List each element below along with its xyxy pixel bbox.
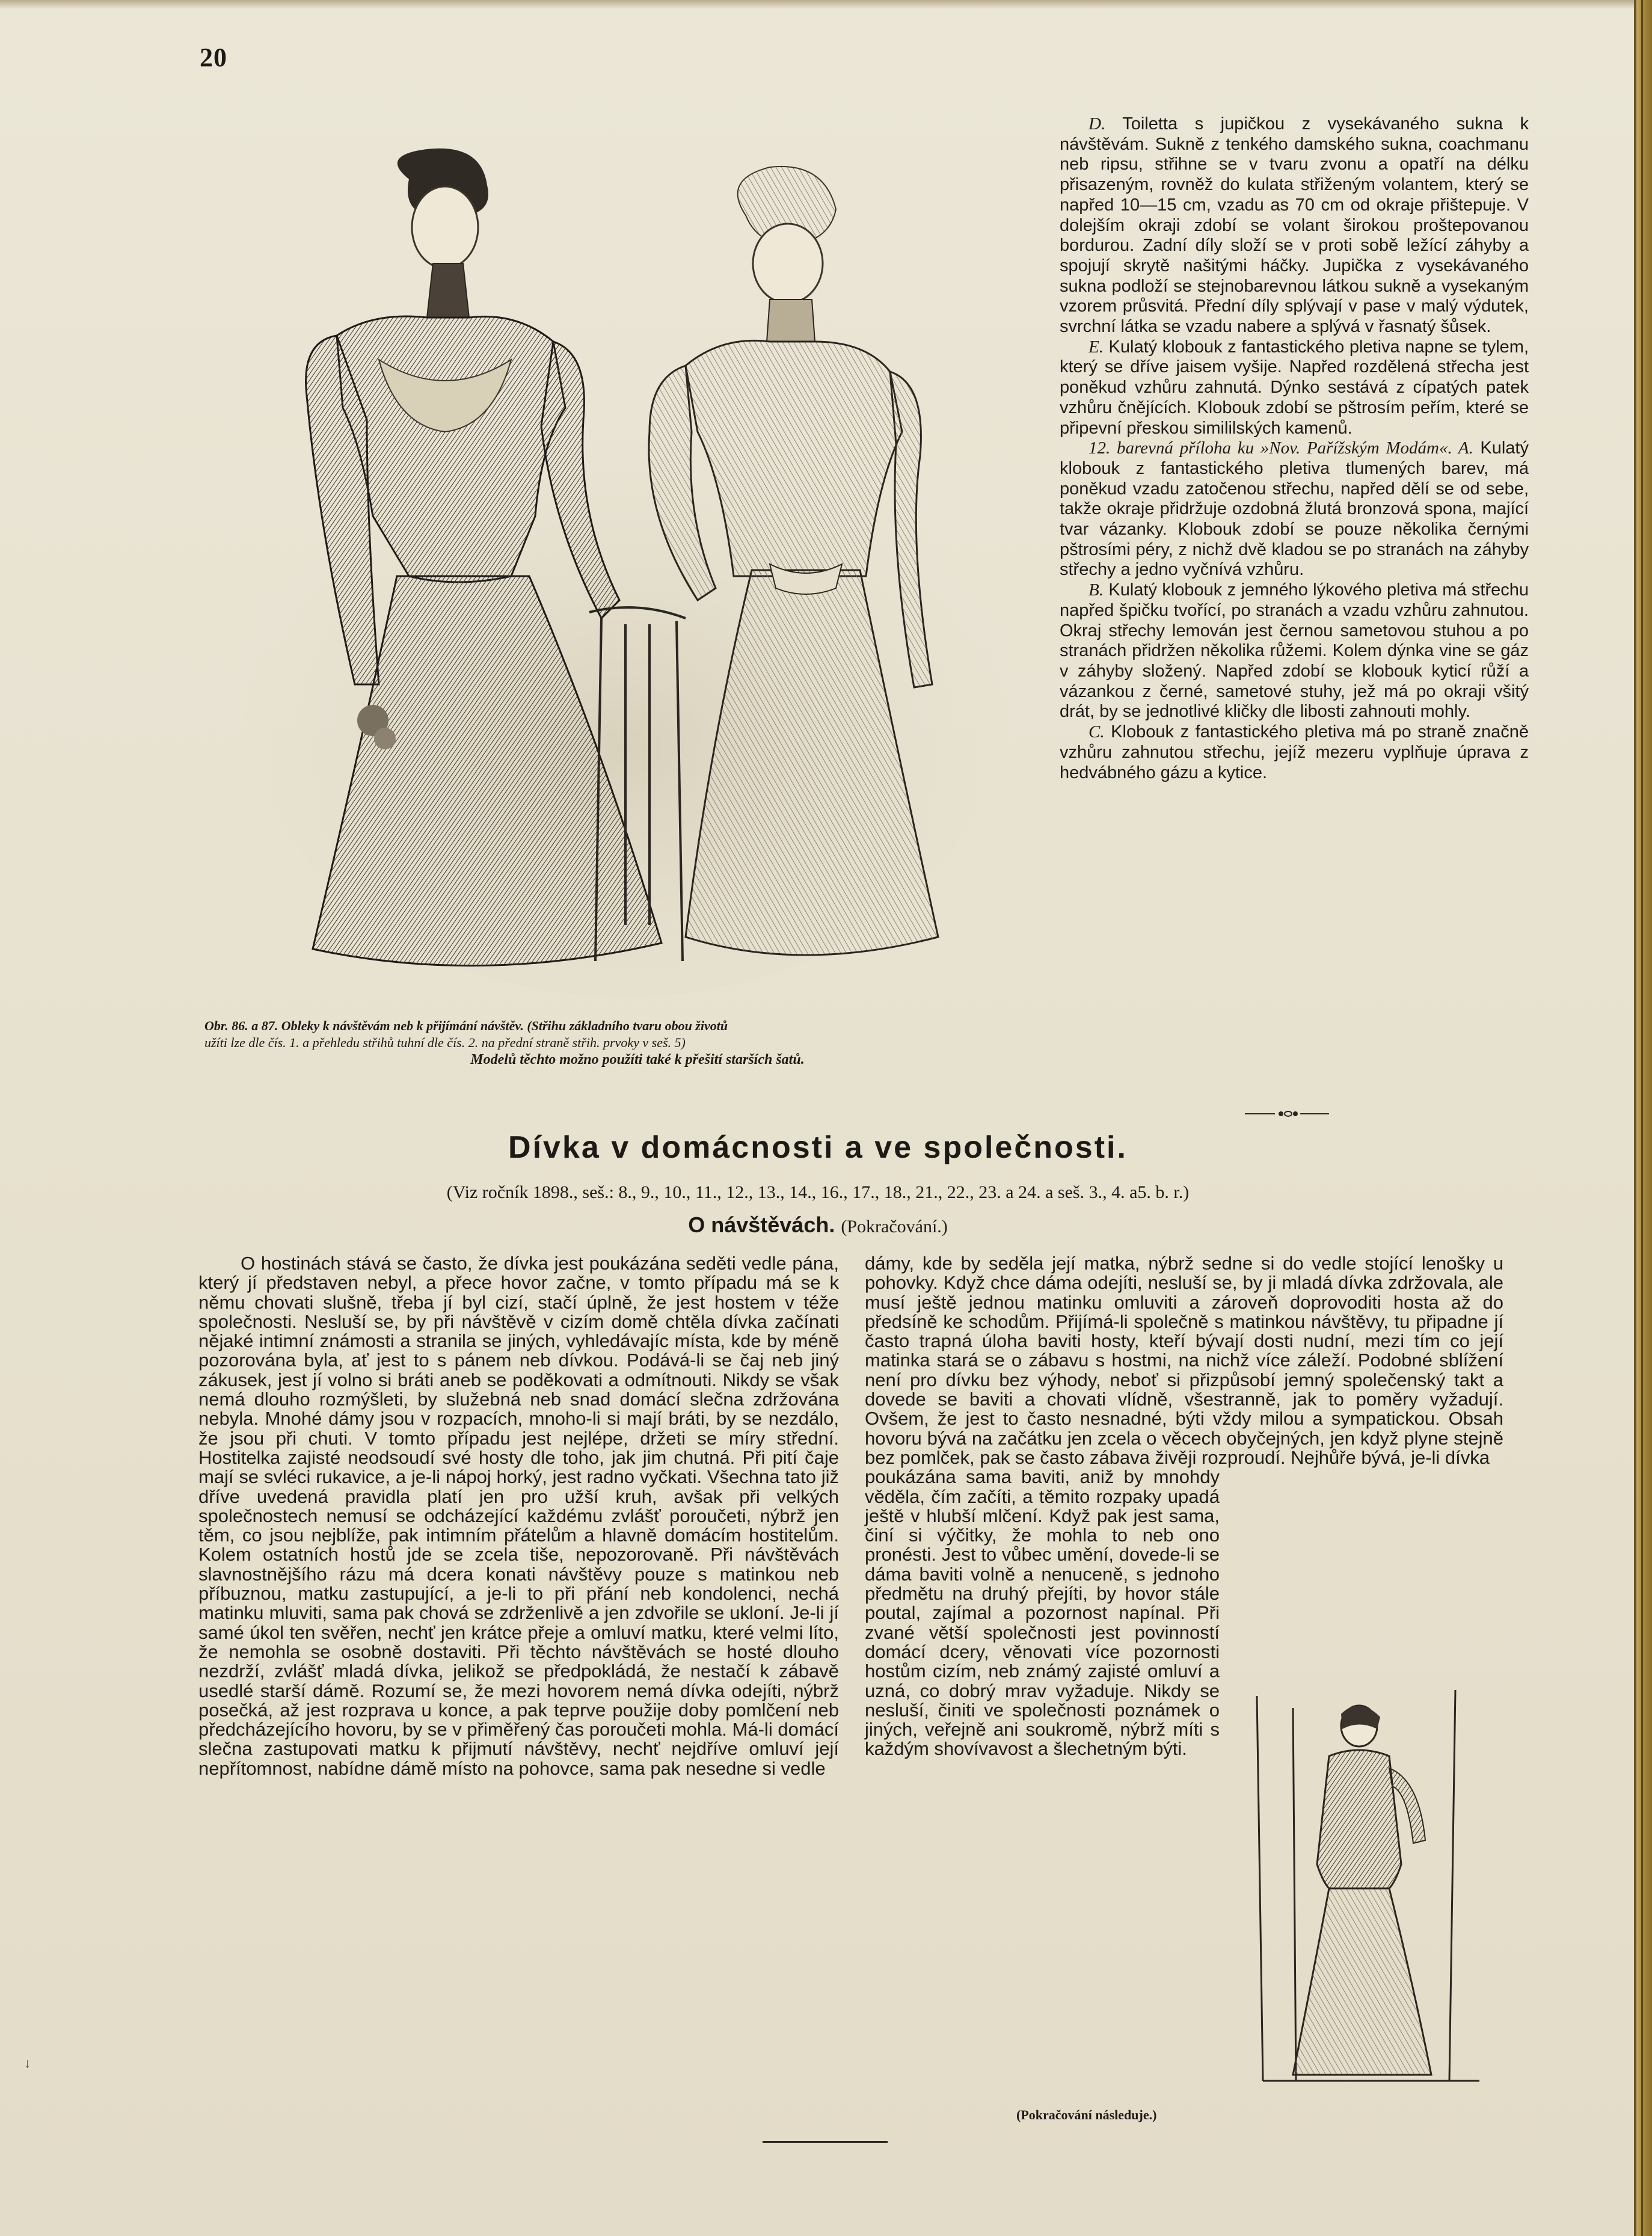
desc-label: E.	[1089, 337, 1104, 357]
article-column-right	[865, 1254, 1503, 1759]
desc-label: 12. barevná příloha ku »Nov. Pařížským Modám«. A.	[1089, 438, 1473, 458]
article-paragraph-narrow: poukázána sama baviti, aniž by mnohdy věděla, čím začíti, a těmito rozpaky upadá ještě v hlubší mlčení. Když pak jest sama, činí si výčitky, že mohla to neb ono pronésti. Jest to vůbec umění, dovede-li se dáma baviti volně a nenuceně, s jednoho předmětu na druhý přejíti, by hovor stále poutal, zajímal a pozornost napínal. Při zvané větší společnosti jest povinností domácí dcery, věnovati více pozornosti hostům cizím, neb známý zajisté omluví a uzná, co dobrý mrav vyžaduje. Nikdy se nesluší, činiti ve společnosti poznámek o jiných, veřejně ani soukromě, nýbrž míti s každým shovívavost a šlechetným býti.	[865, 1466, 1220, 1760]
woman-at-door-illustration	[1239, 1684, 1497, 2099]
desc-paragraph	[1060, 114, 1529, 337]
illustration-caption	[204, 1018, 1070, 1068]
caption-line-2: užíti lze dle čís. 1. a přehledu střihů tuhní dle čís. 2. na přední straně střih. prvoky v seš. 5)	[204, 1035, 686, 1050]
desc-paragraph	[1060, 337, 1529, 439]
caption-line-1: Obr. 86. a 87. Obleky k návštěvám neb k přijímání návštěv. (Střihu základního tvaru obou životů	[204, 1018, 728, 1033]
desc-text: Kulatý klobouk z fantastického pletiva tlumených barev, má poněkud vzadu zatočenou střechu, napřed dělí se od sebe, takže okraje přidržuje ozdobná žlutá bronzová spona, mající tvar vázanky. Klobouk zdobí se pouze několika černými pštrosími péry, z nichž dvě kladou se po stranách na záhyby střechy a jedno vyčnívá vzhůru.	[1060, 438, 1529, 580]
desc-paragraph	[1060, 722, 1529, 783]
desc-text: Klobouk z fantastického pletiva má po straně značně vzhůru zahnutou střechu, jejíž mezeru vyplňuje úprava z hedvábného gázu a kytice.	[1060, 722, 1529, 782]
desc-text: Kulatý klobouk z jemného lýkového pletiva má střechu napřed špičku tvořící, po stranách a vzadu vzhůru zahnutou. Okraj střechy lemován jest černou sametovou stuhou a po stranách přidržen několika růžemi. Kolem dýnka vine se gáz v záhyby složený. Napřed zdobí se klobouk kyticí růží a vázankou z černé, sametové stuhy, jež má po okraji všitý drát, by se jednotlivé kličky dle libosti zahnouti mohly.	[1060, 580, 1529, 722]
article-column-left	[198, 1254, 839, 1778]
fashion-descriptions	[1060, 114, 1529, 783]
bottom-rule	[763, 2141, 888, 2143]
article-paragraph: O hostinách stává se často, že dívka jest poukázána seděti vedle pána, který jí představen nebyl, a přece hovor začne, v tomto případu má se k němu chovati slušně, třeba jí byl cizí, stačí úplně, že jest hostem v téže společnosti. Nesluší se, by při návštěvě v cizím domě chtěla dívka začínati nějaké intimní známosti a stranila se jiných, vyhledávajíc místa, kde by méně pozorována byla, ať jest to s pánem neb dívkou. Podává-li se čaj neb jiný zákusek, jest jí volno si bráti aneb se poděkovati a odmítnouti. Nikdy se však nemá dlouho rozmýšleti, by služebná neb snad domácí slečna zdržována nebyla. Mnohé dámy jsou v rozpacích, mnoho-li si mají bráti, by se nezdálo, že jsou při chuti. V tomto případu jest nejlépe, držeti se míry střední. Hostitelka zajisté neodsoudí své hosty dle toho, jak jim chutná. Při pití čaje mají se svléci rukavice, a je-li nápoj horký, jest radno vyčkati. Všechna tato již dříve uvedená pravidla platí jen pro užší kruh, avšak při velkých společnostech nemusí se odcházející každému zvlášť poroučeti, nýbrž jen těm, co jsou nejblíže, pak intimním přátelům a hlavně domácím hostitelům. Kolem ostatních hostů jde se zcela tiše, nepozorovaně. Při návštěvách slavnostnějšího rázu má dcera konati návštěvy pouze s matinkou neb příbuznou, matku zastupující, a je-li to při přání neb kondolenci, nechá matinku mluviti, sama pak chová se zdrženlivě a jen zdvořile se ukloní. Je-li jí samé úkol ten svěřen, nechť jen krátce přeje a omluví matku, které velmi líto, že nemohla se osobně dostaviti. Při těchto návštěvách se hosté dlouho nezdrží, zvlášť mladá dívka, jelikož se předpokládá, že nestačí k zábavě usedlé starší dámě. Rozumí se, že mezi hovorem nemá dívka odejíti, nýbrž posečká, až jest rozprava u konce, a pak teprve použije doby pomlčení neb předcházejícího hovoru, by se v přiměřený čas poroučeti mohla. Má-li domácí slečna zastupovati matku k přijmutí návštěvy, nechť nejdříve omluví její nepřítomnost, nabídne dámě místo na pohovce, sama pak nesedne si vedle	[198, 1253, 839, 1779]
scan-shadow	[0, 0, 1636, 8]
ornament-divider-icon	[1245, 1108, 1329, 1120]
spine-line	[1641, 0, 1643, 2236]
fashion-illustration	[229, 143, 1028, 1003]
caption-line-3: Modelů těchto možno použíti také k přešití starších šatů.	[470, 1052, 805, 1067]
page-edge-binding	[1634, 0, 1652, 2236]
desc-text: Toiletta s jupičkou z vysekávaného sukna k návštěvám. Sukně z tenkého damského sukna, coachmanu neb ripsu, střihne se v tvaru zvonu a opatří na délku přisazeným, rovněž do kulata střiženým volantem, který se napřed 10—15 cm, vzadu as 70 cm od okraje přištepuje. V dolejším okraji zdobí se volant širokou proštepovanou bordurou. Zadní díly složí se v proti sobě ležící záhyby a spojují skrytě našitými háčky. Jupička z vysekávaného sukna podloží se stejnobarevnou látkou sukně a vysekaným vzorem průsvitá. Přední díly splývají v pase v malý výdutek, svrchní látka se vzadu nabere a splývá v řasnatý šůsek.	[1060, 114, 1529, 337]
section-reference: (Viz ročník 1898., seš.: 8., 9., 10., 11., 12., 13., 14., 16., 17., 18., 21., 22., 23. a 24. a seš. 3., 4. a5. b. r.)	[446, 1182, 1190, 1202]
desc-paragraph	[1060, 580, 1529, 722]
article-paragraph: dámy, kde by seděla její matka, nýbrž sedne si do vedle stojící lenošky u pohovky. Když chce dáma odejíti, nesluší se, by ji mladá dívka zdržovala, ale musí ještě jednou matinku omluviti a zároveň doprovoditi hosta až do předsíně ke schodům. Přijímá-li společně s matinkou návštěvy, tu připadne jí často trapná úloha baviti hosty, kteří bývají dosti nudní, mezi tím co její matinka stará se o zábavu s hostmi, na nichž více záleží. Podobné sblížení není pro dívku bez výhody, neboť si přizpůsobí jemný společenský takt a dovede se baviti a chovati vlídně, všestranně, jak to poměry vyžadují. Ovšem, že jest to často nesnadné, býti vždy milou a sympatickou. Obsah hovoru bývá na začátku jen zcela o věcech obyčejných, jen když plyne stejně bez pomlček, pak se často zábava živěji rozproudí. Nejhůře bývá, je-li dívka	[865, 1253, 1503, 1468]
section-title: Dívka v domácnosti a ve společnosti.	[508, 1130, 1128, 1165]
section-subtitle	[0, 1212, 1636, 1238]
continued-note: (Pokračování následuje.)	[1016, 2107, 1157, 2122]
desc-label: C.	[1089, 722, 1105, 742]
desc-label: D.	[1089, 114, 1106, 134]
desc-label: B.	[1089, 580, 1104, 600]
page-number: 20	[200, 43, 227, 72]
edge-mark: ↓	[24, 2056, 31, 2071]
subtitle-continuation: (Pokračování.)	[841, 1217, 948, 1236]
desc-text: Kulatý klobouk z fantastického pletiva napne se tylem, který se dříve jaisem vyšije. Napřed rozdělená střecha jest poněkud vzhůru zahnutá. Dýnko sestává z cípatých patek vzhůru čnějících. Klobouk zdobí se pštrosím peřím, které se připevní přeskou simililských kamenů.	[1060, 337, 1529, 438]
desc-paragraph	[1060, 438, 1529, 580]
subtitle-main: O návštěvách.	[688, 1212, 835, 1237]
